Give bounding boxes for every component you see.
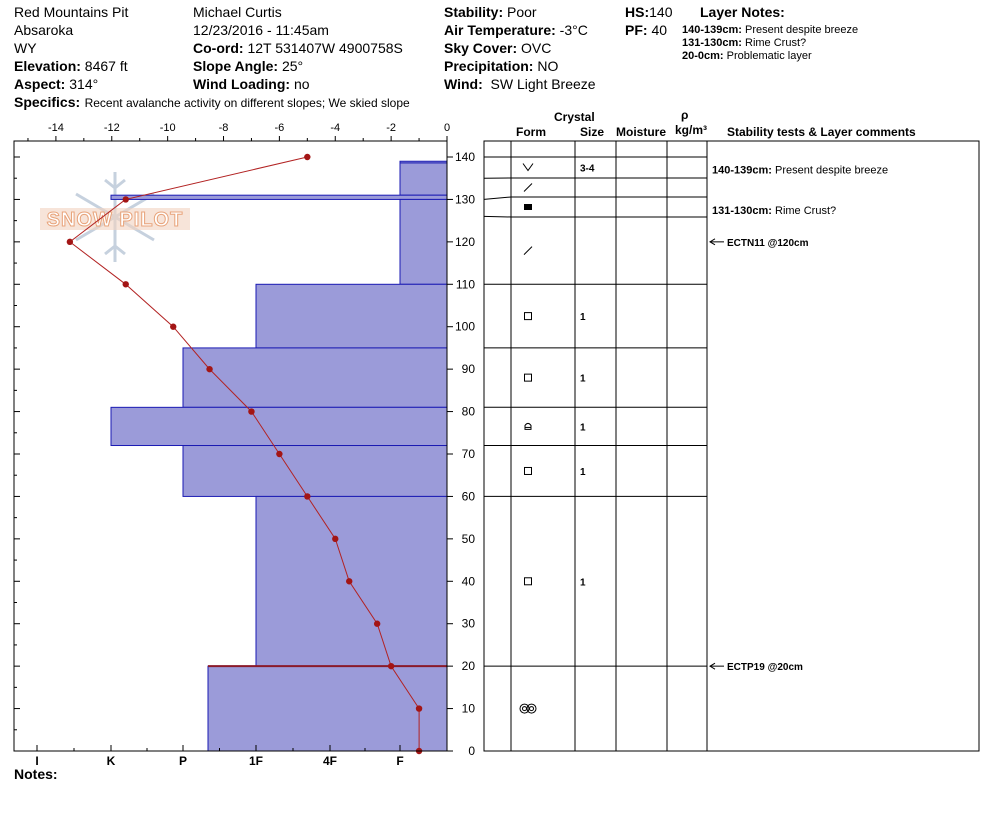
observer: Michael Curtis bbox=[193, 4, 282, 20]
temperature-point bbox=[248, 408, 254, 414]
temperature-point bbox=[206, 366, 212, 372]
layer-row bbox=[524, 247, 532, 255]
precip-label: Precipitation: bbox=[444, 58, 534, 74]
temp-tick-label: -10 bbox=[159, 122, 176, 134]
aspect-value: 314° bbox=[69, 76, 99, 92]
height-tick-label: 30 bbox=[461, 616, 475, 631]
layer-row bbox=[525, 312, 587, 323]
layer-comments bbox=[710, 165, 888, 673]
layer-row bbox=[525, 467, 587, 478]
height-tick-label: 120 bbox=[454, 234, 475, 249]
temp-tick-label: -12 bbox=[103, 122, 120, 134]
crystal-size: 3-4 bbox=[580, 163, 595, 175]
crystal-size: 1 bbox=[580, 466, 586, 478]
crystal-size: 1 bbox=[580, 373, 586, 385]
hardness-layer bbox=[111, 195, 447, 199]
layer-notes-title: Layer Notes: bbox=[700, 4, 785, 20]
wind-loading-label: Wind Loading: bbox=[193, 76, 291, 92]
melt-form-icon bbox=[527, 704, 536, 713]
wind-loading-value: no bbox=[293, 76, 310, 92]
sky-value: OVC bbox=[521, 40, 552, 56]
layer-comment-range: 131-130cm: bbox=[712, 205, 772, 218]
decomposing-fragment-icon bbox=[524, 184, 532, 192]
hardness-layer bbox=[111, 407, 447, 445]
height-tick-label: 20 bbox=[461, 659, 475, 674]
pf-label: PF: bbox=[625, 22, 648, 38]
temp-tick-label: 0 bbox=[443, 122, 451, 134]
temp-tick-label: -2 bbox=[386, 122, 397, 134]
layer-boundary bbox=[484, 216, 707, 217]
logo-text: SNOW PILOT bbox=[46, 209, 184, 231]
height-tick-label: 40 bbox=[461, 574, 475, 589]
decomposing-fragment-icon bbox=[524, 247, 532, 255]
slope-label: Slope Angle: bbox=[193, 58, 279, 74]
temperature-point bbox=[346, 578, 352, 584]
layer-row bbox=[523, 164, 595, 175]
temperature-point bbox=[374, 621, 380, 627]
notes-label: Notes: bbox=[14, 766, 58, 782]
state-name: WY bbox=[14, 40, 37, 56]
precip-value: NO bbox=[537, 58, 559, 74]
melt-form-inner bbox=[523, 707, 527, 711]
melt-form-inner bbox=[530, 707, 534, 711]
hardness-layer bbox=[183, 446, 447, 497]
hs-label: HS: bbox=[625, 4, 650, 20]
faceted-crystal-icon bbox=[525, 374, 532, 381]
height-tick-label: 70 bbox=[461, 447, 475, 461]
wind-value: SW Light Breeze bbox=[490, 76, 596, 92]
height-tick-label: 50 bbox=[461, 531, 475, 546]
crystal-size: 1 bbox=[580, 312, 586, 324]
hardness-layer bbox=[208, 666, 447, 751]
layer-note-text: Problematic layer bbox=[726, 50, 812, 62]
height-tick-label: 110 bbox=[455, 277, 475, 292]
hardness-layer bbox=[256, 284, 447, 348]
range-name: Absaroka bbox=[14, 22, 74, 38]
hardness-tick-label: K bbox=[106, 754, 116, 768]
layer-row bbox=[525, 374, 587, 385]
specifics-value: Recent avalanche activity on different slopes; We skied slope bbox=[84, 96, 410, 110]
temp-tick-label: -6 bbox=[274, 122, 285, 134]
stability-test-label: ECTN11 @120cm bbox=[727, 237, 809, 249]
elevation-label: Elevation: bbox=[14, 58, 81, 74]
temperature-point bbox=[304, 154, 310, 160]
hardness-tick-label: I bbox=[35, 754, 39, 768]
coord-label: Co-ord: bbox=[193, 40, 244, 56]
layer-row bbox=[524, 204, 532, 210]
temp-tick-label: -14 bbox=[47, 122, 64, 134]
air-temp-label: Air Temperature: bbox=[444, 22, 556, 38]
temperature-point bbox=[123, 196, 129, 202]
slope-value: 25° bbox=[281, 58, 304, 74]
height-tick-label: 130 bbox=[454, 192, 475, 207]
temperature-point bbox=[304, 493, 310, 499]
crystal-size: 1 bbox=[580, 577, 586, 589]
temperature-point bbox=[388, 663, 394, 669]
layer-comment bbox=[712, 165, 888, 177]
air-temp-value: -3°C bbox=[559, 22, 588, 38]
density-unit-header: kg/m³ bbox=[675, 123, 708, 137]
layer-note-range: 140-139cm: bbox=[682, 24, 742, 36]
crystal-size: 1 bbox=[580, 422, 586, 434]
layer-boundary bbox=[484, 197, 707, 199]
temperature-point bbox=[123, 281, 129, 287]
hardness-tick-label: F bbox=[396, 754, 404, 768]
faceted-crystal-icon bbox=[525, 467, 532, 474]
crystal-header: Crystal bbox=[554, 110, 595, 124]
layer-row bbox=[524, 184, 532, 192]
hardness-tick-label: 1F bbox=[248, 754, 264, 768]
temperature-point bbox=[170, 324, 176, 330]
stability-value: Poor bbox=[507, 4, 537, 20]
height-tick-label: 90 bbox=[461, 362, 475, 377]
temperature-point bbox=[276, 451, 282, 457]
melt-freeze-crust-icon bbox=[524, 204, 532, 210]
layer-table bbox=[484, 141, 979, 751]
layer-row bbox=[525, 577, 587, 588]
layer-note-text: Present despite breeze bbox=[745, 24, 859, 36]
stability-comments-header: Stability tests & Layer comments bbox=[727, 125, 916, 139]
temperature-point bbox=[416, 705, 422, 711]
stability-label: Stability: bbox=[444, 4, 504, 20]
hardness-tick-label: P bbox=[178, 754, 188, 768]
layer-comment-text: Rime Crust? bbox=[771, 205, 837, 218]
temp-tick-label: -8 bbox=[218, 122, 229, 134]
datetime: 12/23/2016 - 11:45am bbox=[193, 22, 329, 38]
rounding-facet-icon bbox=[525, 423, 531, 429]
layer-row bbox=[520, 704, 536, 713]
elevation-value: 8467 ft bbox=[84, 58, 128, 74]
height-tick-label: 0 bbox=[468, 744, 475, 758]
hardness-tick-label: 4F bbox=[322, 754, 338, 768]
coord-value: 12T 531407W 4900758S bbox=[247, 40, 403, 56]
height-tick-label: 60 bbox=[461, 489, 475, 504]
temperature-point bbox=[67, 239, 73, 245]
layer-note-range: 131-130cm: bbox=[682, 37, 742, 49]
size-header: Size bbox=[580, 125, 605, 139]
layer-comment-text: Present despite breeze bbox=[771, 164, 889, 177]
faceted-crystal-icon bbox=[525, 578, 532, 585]
faceted-crystal-icon bbox=[525, 313, 532, 320]
temperature-point bbox=[332, 536, 338, 542]
hardness-layer bbox=[183, 348, 447, 407]
wind-label: Wind: bbox=[444, 76, 483, 92]
height-tick-label: 10 bbox=[461, 701, 475, 716]
specifics-label: Specifics: bbox=[14, 94, 81, 110]
layer-comment-range: 140-139cm: bbox=[712, 164, 772, 177]
hardness-layer bbox=[400, 163, 447, 195]
aspect-label: Aspect: bbox=[14, 76, 66, 92]
temp-tick-label: -4 bbox=[330, 122, 341, 134]
hardness-layer bbox=[400, 199, 447, 284]
sky-label: Sky Cover: bbox=[444, 40, 518, 56]
rho-header: ρ bbox=[681, 108, 689, 122]
moisture-header: Moisture bbox=[616, 125, 667, 139]
height-tick-label: 80 bbox=[461, 404, 475, 419]
pf-value: 40 bbox=[651, 22, 668, 38]
hs-value: 140 bbox=[649, 4, 673, 20]
surface-hoar-icon bbox=[523, 164, 533, 171]
layer-note-text: Rime Crust? bbox=[745, 37, 807, 49]
layer-note-range: 20-0cm: bbox=[682, 50, 724, 62]
height-tick-label: 140 bbox=[454, 150, 475, 164]
height-tick-label: 100 bbox=[454, 319, 475, 334]
layer-row bbox=[525, 422, 586, 433]
layer-comment bbox=[712, 205, 836, 217]
pit-name: Red Mountains Pit bbox=[14, 4, 129, 20]
form-header: Form bbox=[516, 125, 546, 139]
snowpilot-logo bbox=[40, 172, 190, 262]
stability-test-label: ECTP19 @20cm bbox=[727, 662, 803, 674]
